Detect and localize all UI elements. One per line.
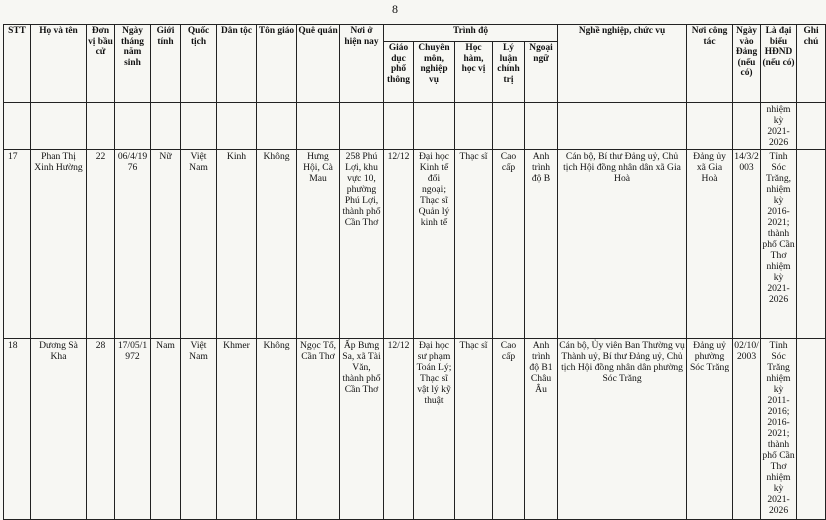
hometown-cell: Hưng Hội, Cà Mau — [297, 150, 340, 339]
table-cell — [297, 103, 340, 150]
edu-general-cell: 12/12 — [384, 150, 414, 339]
edu-language-cell: Anh trình độ B1 Châu Âu — [525, 339, 558, 520]
gender-cell: Nam — [151, 339, 181, 520]
dob-cell: 17/05/1972 — [115, 339, 151, 520]
workplace-cell: Đảng ủy xã Gia Hoà — [687, 150, 733, 339]
continuation-delegate-cell: nhiệm kỳ 2021-2026 — [761, 103, 797, 150]
table-cell — [525, 103, 558, 150]
header-stt: STT — [4, 25, 31, 103]
header-notes: Ghi chú — [797, 25, 826, 103]
table-row-continuation — [4, 103, 826, 150]
edu-politics-cell: Cao cấp — [493, 150, 525, 339]
header-edu-specialty: Chuyên môn, nghiệp vụ — [414, 42, 455, 103]
name-cell: Phan Thị Xinh Hường — [31, 150, 87, 339]
dob-cell: 06/4/1976 — [115, 150, 151, 339]
table-cell — [87, 103, 115, 150]
header-occupation: Nghề nghiệp, chức vụ — [558, 25, 687, 103]
ethnic-cell: Kinh — [217, 150, 257, 339]
header-edu-language: Ngoại ngữ — [525, 42, 558, 103]
name-cell: Dương Sà Kha — [31, 339, 87, 520]
table-cell — [181, 103, 217, 150]
table-cell — [257, 103, 297, 150]
table-cell — [4, 103, 31, 150]
edu-general-cell: 12/12 — [384, 339, 414, 520]
table-cell — [733, 103, 761, 150]
edu-degree-cell: Thạc sĩ — [455, 150, 493, 339]
delegate-cell: Tỉnh Sóc Trăng nhiệm kỳ 2011-2016; 2016-2021; thành phố Cần Thơ nhiệm kỳ 2021-2026 — [761, 339, 797, 520]
header-hometown: Quê quán — [297, 25, 340, 103]
stt-cell: 17 — [4, 150, 31, 339]
header-residence: Nơi ở hiện nay — [340, 25, 384, 103]
ethnic-cell: Khmer — [217, 339, 257, 520]
nationality-cell: Việt Nam — [181, 339, 217, 520]
page-number: 8 — [392, 2, 398, 16]
table-cell — [217, 103, 257, 150]
header-religion: Tôn giáo — [257, 25, 297, 103]
header-edu-degree: Học hàm, học vị — [455, 42, 493, 103]
header-edu-politics: Lý luận chính trị — [493, 42, 525, 103]
workplace-cell: Đảng uỷ phường Sóc Trăng — [687, 339, 733, 520]
table-cell — [493, 103, 525, 150]
header-nationality: Quốc tịch — [181, 25, 217, 103]
header-name: Họ và tên — [31, 25, 87, 103]
table-cell — [115, 103, 151, 150]
header-edu-general: Giáo dục phổ thông — [384, 42, 414, 103]
header-education-group: Trình độ — [384, 25, 558, 42]
edu-degree-cell: Thạc sĩ — [455, 339, 493, 520]
table-cell — [384, 103, 414, 150]
residence-cell: Ấp Bưng Sa, xã Tài Văn, thành phố Cần Thơ — [340, 339, 384, 520]
residence-cell: 258 Phú Lợi, khu vực 10, phường Phú Lợi, thành phố Cần Thơ — [340, 150, 384, 339]
table-cell — [687, 103, 733, 150]
occupation-cell: Cán bộ, Bí thư Đảng uỷ, Chủ tịch Hội đồng nhân dân xã Gia Hoà — [558, 150, 687, 339]
candidate-table — [3, 24, 826, 520]
table-cell — [558, 103, 687, 150]
header-party-date: Ngày vào Đảng (nếu có) — [733, 25, 761, 103]
table-cell — [797, 103, 826, 150]
header-dob: Ngày tháng năm sinh — [115, 25, 151, 103]
edu-specialty-cell: Đại học Kinh tế đối ngoại; Thạc sĩ Quản lý kinh tế — [414, 150, 455, 339]
header-unit: Đơn vị bầu cử — [87, 25, 115, 103]
unit-cell: 28 — [87, 339, 115, 520]
header-ethnic: Dân tộc — [217, 25, 257, 103]
edu-specialty-cell: Đại học sư phạm Toán Lý; Thạc sĩ vật lý kỹ thuật — [414, 339, 455, 520]
table-row — [4, 150, 826, 339]
header-delegate: Là đại biểu HĐND (nếu có) — [761, 25, 797, 103]
occupation-cell: Cán bộ, Ủy viên Ban Thường vụ Thành uỷ, Bí thư Đảng uỷ, Chủ tịch Hội đồng nhân dân phường Sóc Trăng — [558, 339, 687, 520]
party-date-cell: 02/10/2003 — [733, 339, 761, 520]
table-cell — [340, 103, 384, 150]
edu-politics-cell: Cao cấp — [493, 339, 525, 520]
header-workplace: Nơi công tác — [687, 25, 733, 103]
party-date-cell: 14/3/2003 — [733, 150, 761, 339]
table-cell — [455, 103, 493, 150]
edu-language-cell: Anh trình độ B — [525, 150, 558, 339]
gender-cell: Nữ — [151, 150, 181, 339]
religion-cell: Không — [257, 150, 297, 339]
table-cell — [151, 103, 181, 150]
hometown-cell: Ngọc Tố, Cần Thơ — [297, 339, 340, 520]
table-cell — [31, 103, 87, 150]
notes-cell — [797, 339, 826, 520]
table-cell — [414, 103, 455, 150]
nationality-cell: Việt Nam — [181, 150, 217, 339]
delegate-cell: Tỉnh Sóc Trăng, nhiệm kỳ 2016-2021; thành phố Cần Thơ nhiệm kỳ 2021-2026 — [761, 150, 797, 339]
table-row — [4, 339, 826, 520]
stt-cell: 18 — [4, 339, 31, 520]
notes-cell — [797, 150, 826, 339]
unit-cell: 22 — [87, 150, 115, 339]
religion-cell: Không — [257, 339, 297, 520]
header-gender: Giới tính — [151, 25, 181, 103]
